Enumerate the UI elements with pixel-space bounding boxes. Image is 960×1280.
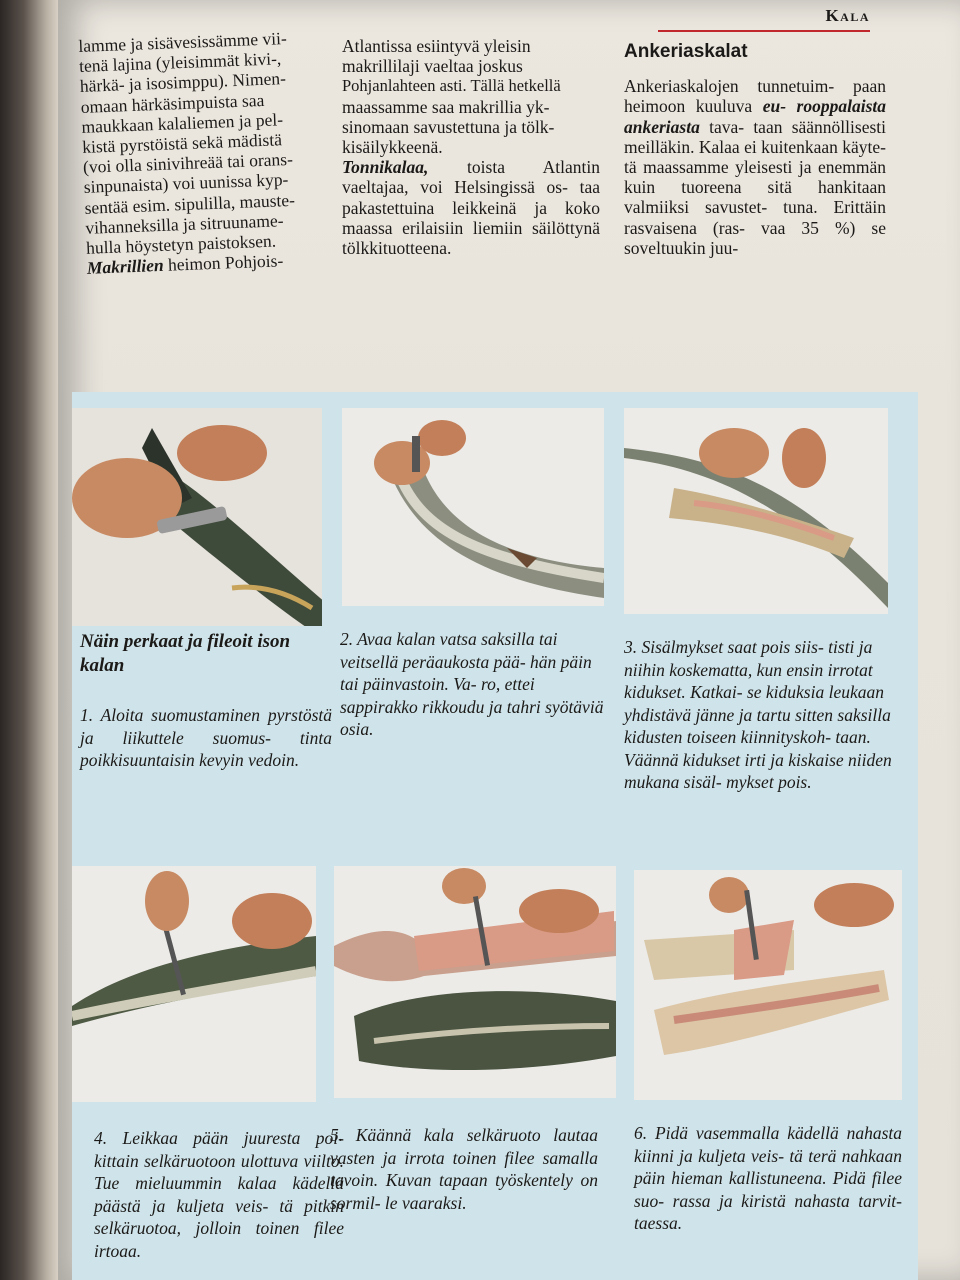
text-line: Atlantissa esiintyvä yleisin — [342, 36, 531, 56]
text-line: vihanneksilla ja sitruuname- — [84, 210, 284, 238]
photo-step-1-scaling — [72, 408, 322, 626]
photo-step-1-illustration — [72, 408, 322, 626]
text-fragment: Ankeriaskalojen tunnetuim- paan heimoon kuuluva — [624, 76, 886, 117]
instructions-title: Näin perkaat ja fileoit ison kalan — [80, 631, 291, 676]
instructions-panel — [72, 392, 918, 1280]
text-line: härkä- ja isosimppu). Nimen- — [79, 68, 287, 97]
text-line: lamme ja sisävesissämme vii- — [78, 27, 288, 56]
text-fragment: heimon Pohjois- — [163, 250, 284, 276]
text-column-2 — [342, 36, 600, 258]
photo-step-4-cutting — [72, 866, 316, 1102]
text-line: maassamme saa makrillia yk- — [342, 96, 550, 117]
photo-step-4-illustration — [72, 866, 316, 1102]
text-line: tenä lajina (yleisimmät kivi-, — [78, 48, 282, 77]
step-2-caption: 2. Avaa kalan vatsa saksilla tai veitsellä peräaukosta pää- hän päin tai päinvastoin. Va- ro, ettei sappirakko rikkoudu ja tahri syötäviä osia. — [340, 629, 604, 739]
text-line: Pohjanlahteen asti. Tällä hetkellä — [342, 76, 561, 96]
text-line: hulla höystetyn paistoksen. — [85, 230, 277, 258]
emphasis-ankerias: eu- rooppalaista ankeriasta — [624, 96, 886, 137]
book-spine-edge — [0, 0, 58, 1280]
photo-step-6-skinning — [634, 870, 902, 1100]
photo-step-5-second-fillet — [334, 866, 616, 1098]
step-3-caption: 3. Sisälmykset saat pois siis- tisti ja niihin koskematta, kun ensin irrotat kidukset. Katkai- se kiduksia leukaan yhdistävä jänne ja tartu sitten saksilla kidusten toiseen kiinnityskoh- taan. Väännä kidukset irti ja kiskaise niiden mukana sisäl- mykset pois. — [624, 637, 892, 792]
emphasis-tonnikalaa: Tonnikalaa, — [342, 157, 429, 178]
photo-step-2-opening — [342, 408, 604, 606]
text-line: kistä pyrstöistä sekä mädistä — [81, 129, 283, 157]
text-line: kisäilykkeenä. — [342, 137, 443, 158]
text-line: maukkaan kalaliemen ja pel- — [81, 109, 284, 137]
text-column-1 — [78, 26, 343, 278]
step-6-caption: 6. Pidä vasemmalla kädellä nahasta kiinni ja kuljeta veis- tä terä nahkaan päin hieman kallistuneena. Pidä filee suo- rassa ja kiristä nahasta tarvit- taessa. — [634, 1123, 902, 1233]
text-line: (voi olla sinivihreää tai orans- — [82, 149, 294, 178]
running-head: Kala — [825, 6, 870, 25]
step-4-caption: 4. Leikkaa pään juuresta poi- kittain selkäruotoon ulottuva viilto. Tue mieluummin kalaa kädellä päästä ja kuljeta veis- tä pitkin selkäruotoa, jolloin toinen filee irtoaa. — [94, 1128, 344, 1261]
step-1-caption: 1. Aloita suomustaminen pyrstöstä ja liikuttele suomus- tinta poikkisuuntaisin kevyin vedoin. — [80, 705, 332, 770]
text-fragment: toista Atlantin vaeltajaa, voi Helsingissä os- taa pakastettuina leikkeinä ja koko maassa erilaisiin liemiin säilöttynä tölkkituotteena. — [342, 157, 600, 259]
photo-step-3-illustration — [624, 408, 888, 614]
photo-step-2-illustration — [342, 408, 604, 606]
emphasis-makrillien: Makrillien — [86, 255, 165, 279]
photo-step-3-gutting — [624, 408, 888, 614]
text-line: sinomaan savustettuna ja tölk- — [342, 116, 555, 137]
text-line: sinpunaista) voi uunissa kyp- — [83, 169, 289, 198]
photo-step-6-illustration — [634, 870, 902, 1100]
text-line: sentää esim. sipulilla, mauste- — [84, 189, 296, 218]
text-line: makrillilaji vaeltaa joskus — [342, 56, 523, 77]
book-page — [58, 0, 960, 1280]
photo-step-5-illustration — [334, 866, 616, 1098]
text-line: omaan härkäsimpuista saa — [80, 89, 265, 117]
text-fragment: tava- taan säännöllisesti meilläkin. Kalaa ei kuitenkaan käyte- tä maassamme yleisesti ja enemmän kuin tuoreena sitä hankitaan valmiiksi savustet- tuna. Erittäin rasvaisena (ras- vaa 35 %) se soveltuukin juu- — [624, 116, 886, 258]
paragraph-ankerias — [624, 76, 886, 258]
running-head-rule — [658, 30, 870, 32]
text-column-3 — [624, 36, 886, 258]
section-heading: Ankeriaskalat — [624, 41, 748, 62]
step-5-caption: 5. Käännä kala selkäruoto lautaa vasten ja irrota toinen filee samalla tavoin. Kuvan tapaan työskentely on sormil- le vaaraksi. — [330, 1125, 598, 1213]
paragraph-tonnikala — [342, 157, 600, 258]
